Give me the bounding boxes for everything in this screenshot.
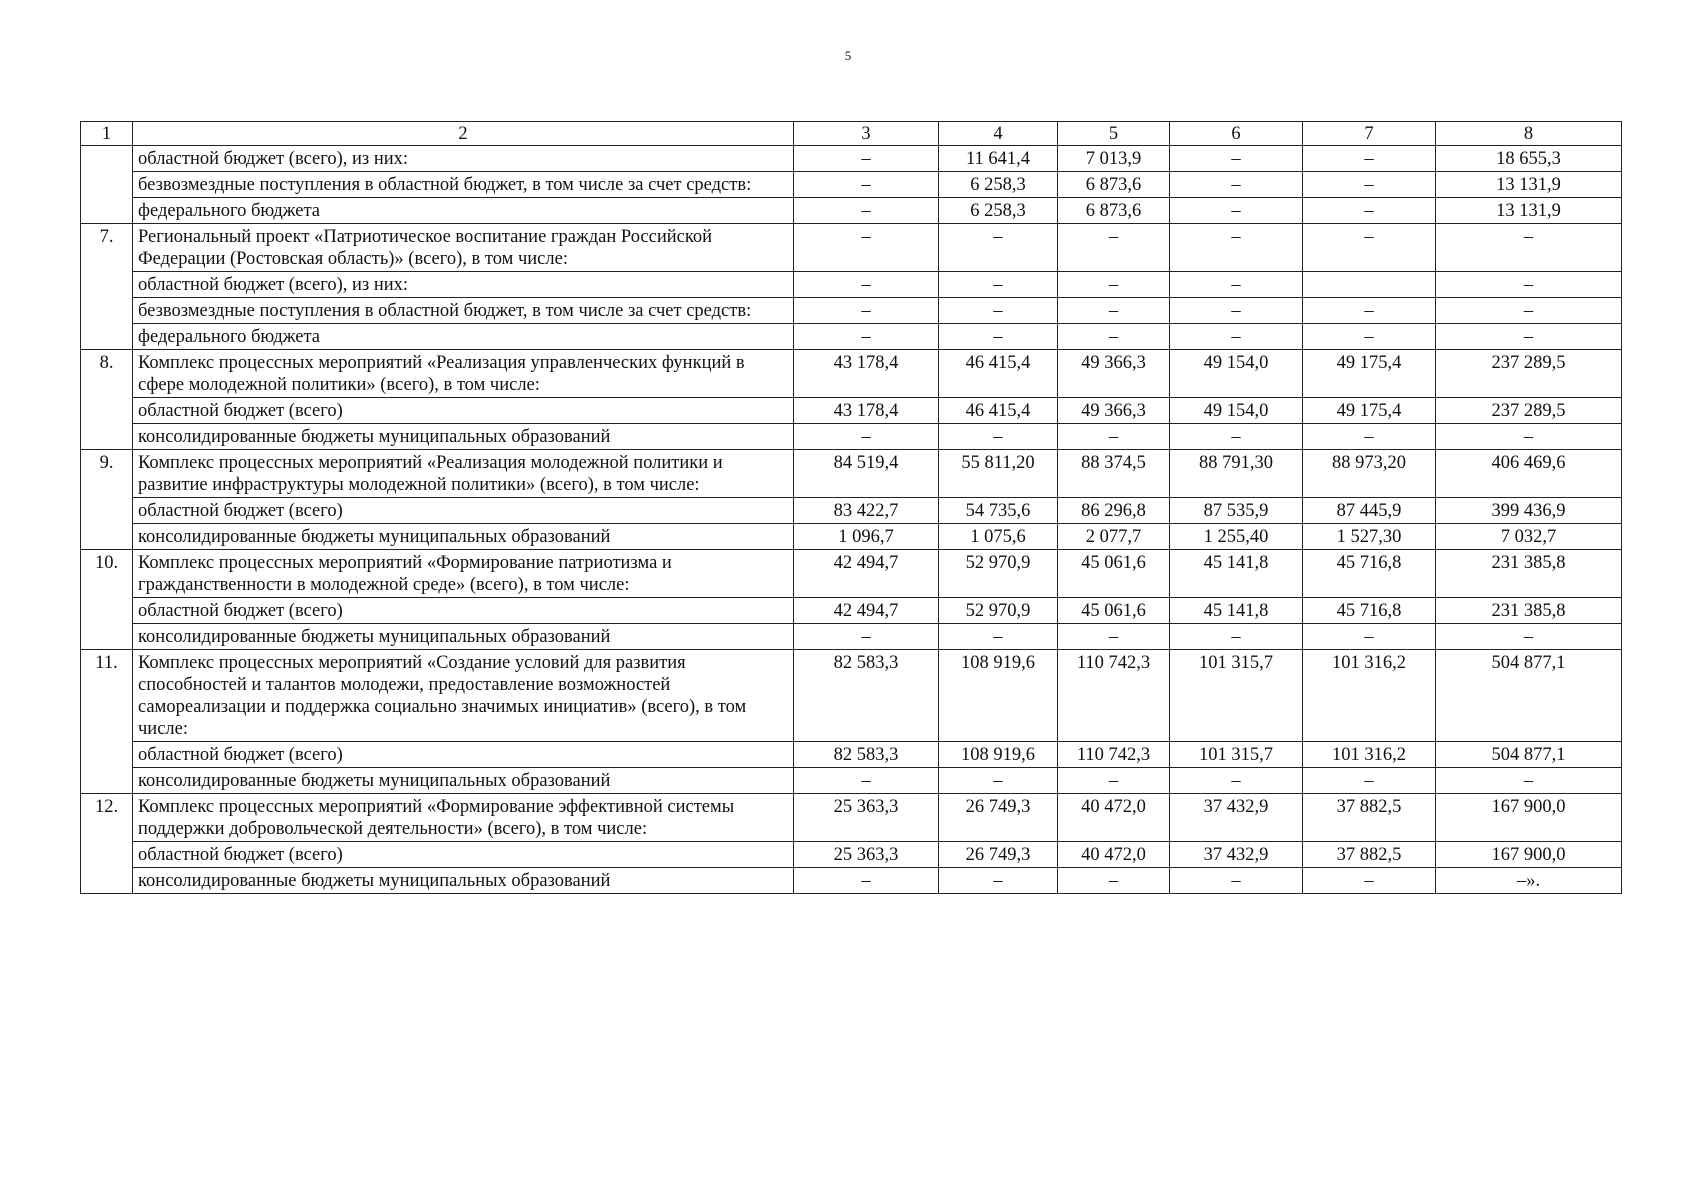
value-cell: – [1436,768,1622,794]
value-cell: 108 919,6 [939,742,1058,768]
value-cell: 54 735,6 [939,498,1058,524]
row-label: областной бюджет (всего) [133,842,794,868]
value-cell: – [1058,868,1170,894]
value-cell [1303,272,1436,298]
value-cell: 83 422,7 [794,498,939,524]
value-cell: – [794,198,939,224]
value-cell: 45 061,6 [1058,598,1170,624]
value-cell: – [1170,146,1303,172]
value-cell: 37 432,9 [1170,842,1303,868]
value-cell: – [1170,198,1303,224]
value-cell: 399 436,9 [1436,498,1622,524]
table-row [81,272,1622,298]
column-header: 3 [794,122,939,146]
value-cell: – [1058,324,1170,350]
value-cell: – [939,272,1058,298]
value-cell: 6 258,3 [939,198,1058,224]
row-index [81,146,133,224]
row-index: 11. [81,650,133,794]
value-cell: 45 141,8 [1170,550,1303,598]
row-label: Комплекс процессных мероприятий «Реализация молодежной политики и развитие инфраструктуры молодежной политики» (всего), в том числе: [133,450,794,498]
value-cell: 26 749,3 [939,794,1058,842]
value-cell: 101 316,2 [1303,742,1436,768]
value-cell: – [1303,198,1436,224]
value-cell: 52 970,9 [939,550,1058,598]
value-cell: 1 255,40 [1170,524,1303,550]
value-cell: 88 973,20 [1303,450,1436,498]
row-label: областной бюджет (всего) [133,598,794,624]
value-cell: – [1436,272,1622,298]
value-cell: 231 385,8 [1436,550,1622,598]
value-cell: – [1170,172,1303,198]
value-cell: 43 178,4 [794,398,939,424]
value-cell: – [1303,424,1436,450]
value-cell: – [794,324,939,350]
value-cell: 504 877,1 [1436,650,1622,742]
row-label: Комплекс процессных мероприятий «Формирование эффективной системы поддержки добровольческой деятельности» (всего), в том числе: [133,794,794,842]
value-cell: 42 494,7 [794,550,939,598]
row-index: 10. [81,550,133,650]
value-cell: 45 061,6 [1058,550,1170,598]
table-row [81,172,1622,198]
value-cell: – [1303,224,1436,272]
value-cell: 82 583,3 [794,742,939,768]
value-cell: – [939,298,1058,324]
value-cell: – [794,868,939,894]
value-cell: –». [1436,868,1622,894]
row-index: 12. [81,794,133,894]
value-cell: 13 131,9 [1436,198,1622,224]
value-cell: 86 296,8 [1058,498,1170,524]
value-cell: – [1058,768,1170,794]
value-cell: 45 716,8 [1303,598,1436,624]
value-cell: 40 472,0 [1058,794,1170,842]
value-cell: 37 432,9 [1170,794,1303,842]
value-cell: 87 445,9 [1303,498,1436,524]
value-cell: 406 469,6 [1436,450,1622,498]
value-cell: 1 075,6 [939,524,1058,550]
row-index: 9. [81,450,133,550]
value-cell: – [794,424,939,450]
value-cell: – [794,146,939,172]
value-cell: 42 494,7 [794,598,939,624]
row-label: Комплекс процессных мероприятий «Создание условий для развития способностей и талантов молодежи, предоставление возможностей самореализации и поддержка социально значимых инициатив» (всего), в том числе: [133,650,794,742]
table-row [81,842,1622,868]
value-cell: 6 873,6 [1058,198,1170,224]
value-cell: 237 289,5 [1436,350,1622,398]
table-row [81,650,1622,742]
column-header: 7 [1303,122,1436,146]
value-cell: 45 716,8 [1303,550,1436,598]
value-cell: 110 742,3 [1058,650,1170,742]
value-cell: – [1170,424,1303,450]
value-cell: 25 363,3 [794,794,939,842]
row-label: областной бюджет (всего), из них: [133,146,794,172]
table-row [81,424,1622,450]
value-cell: 49 154,0 [1170,350,1303,398]
value-cell: – [1436,624,1622,650]
value-cell: – [939,768,1058,794]
value-cell: 167 900,0 [1436,794,1622,842]
row-label: Комплекс процессных мероприятий «Формирование патриотизма и гражданственности в молодежной среде» (всего), в том числе: [133,550,794,598]
value-cell: 84 519,4 [794,450,939,498]
table-row [81,624,1622,650]
table-row [81,224,1622,272]
value-cell: 11 641,4 [939,146,1058,172]
row-label: безвозмездные поступления в областной бюджет, в том числе за счет средств: [133,298,794,324]
page-number: 5 [844,48,852,63]
value-cell: 6 258,3 [939,172,1058,198]
value-cell: – [1170,272,1303,298]
table-row [81,794,1622,842]
value-cell: 49 175,4 [1303,350,1436,398]
value-cell: – [1170,224,1303,272]
table-row [81,498,1622,524]
column-header: 2 [133,122,794,146]
value-cell: 7 032,7 [1436,524,1622,550]
table-row [81,146,1622,172]
value-cell: – [1303,324,1436,350]
budget-table [80,121,1622,894]
row-label: консолидированные бюджеты муниципальных образований [133,424,794,450]
value-cell: – [1436,298,1622,324]
table-row [81,450,1622,498]
value-cell: 26 749,3 [939,842,1058,868]
row-label: безвозмездные поступления в областной бюджет, в том числе за счет средств: [133,172,794,198]
value-cell: – [1170,298,1303,324]
value-cell: 6 873,6 [1058,172,1170,198]
value-cell: 1 096,7 [794,524,939,550]
column-number-row [81,122,1622,146]
row-label: областной бюджет (всего) [133,398,794,424]
row-label: консолидированные бюджеты муниципальных образований [133,868,794,894]
value-cell: 1 527,30 [1303,524,1436,550]
row-index: 7. [81,224,133,350]
value-cell: – [1058,624,1170,650]
value-cell: 49 366,3 [1058,350,1170,398]
row-label: федерального бюджета [133,324,794,350]
column-header: 6 [1170,122,1303,146]
value-cell: 13 131,9 [1436,172,1622,198]
value-cell: – [1303,146,1436,172]
value-cell: – [1303,768,1436,794]
value-cell: 49 154,0 [1170,398,1303,424]
value-cell: 45 141,8 [1170,598,1303,624]
column-header: 1 [81,122,133,146]
value-cell: 49 175,4 [1303,398,1436,424]
value-cell: 2 077,7 [1058,524,1170,550]
value-cell: – [939,424,1058,450]
value-cell: 43 178,4 [794,350,939,398]
value-cell: – [1170,324,1303,350]
value-cell: – [1058,272,1170,298]
value-cell: – [939,224,1058,272]
value-cell: – [1303,624,1436,650]
value-cell: – [1058,224,1170,272]
value-cell: 87 535,9 [1170,498,1303,524]
row-label: Региональный проект «Патриотическое воспитание граждан Российской Федерации (Ростовская область)» (всего), в том числе: [133,224,794,272]
table-row [81,350,1622,398]
table-row [81,550,1622,598]
value-cell: – [939,624,1058,650]
row-label: областной бюджет (всего) [133,498,794,524]
table-row [81,324,1622,350]
value-cell: – [1303,298,1436,324]
value-cell: 37 882,5 [1303,794,1436,842]
value-cell: – [1058,424,1170,450]
table-row [81,524,1622,550]
table-row [81,298,1622,324]
value-cell: 504 877,1 [1436,742,1622,768]
table-row [81,768,1622,794]
value-cell: 231 385,8 [1436,598,1622,624]
row-label: федерального бюджета [133,198,794,224]
value-cell: – [1303,172,1436,198]
row-label: консолидированные бюджеты муниципальных образований [133,624,794,650]
value-cell: 37 882,5 [1303,842,1436,868]
value-cell: – [1436,324,1622,350]
value-cell: 7 013,9 [1058,146,1170,172]
table-row [81,868,1622,894]
value-cell: 101 315,7 [1170,650,1303,742]
value-cell: 82 583,3 [794,650,939,742]
row-label: Комплекс процессных мероприятий «Реализация управленческих функций в сфере молодежной политики» (всего), в том числе: [133,350,794,398]
value-cell: 40 472,0 [1058,842,1170,868]
value-cell: – [1303,868,1436,894]
value-cell: – [1058,298,1170,324]
value-cell: – [939,324,1058,350]
row-index: 8. [81,350,133,450]
value-cell: – [1170,868,1303,894]
column-header: 4 [939,122,1058,146]
value-cell: – [794,624,939,650]
value-cell: 110 742,3 [1058,742,1170,768]
table-row [81,598,1622,624]
value-cell: 88 791,30 [1170,450,1303,498]
value-cell: 52 970,9 [939,598,1058,624]
table-row [81,742,1622,768]
column-header: 8 [1436,122,1622,146]
row-label: областной бюджет (всего), из них: [133,272,794,298]
value-cell: 108 919,6 [939,650,1058,742]
value-cell: 101 316,2 [1303,650,1436,742]
column-header: 5 [1058,122,1170,146]
value-cell: – [794,224,939,272]
value-cell: – [794,298,939,324]
value-cell: 237 289,5 [1436,398,1622,424]
value-cell: 167 900,0 [1436,842,1622,868]
value-cell: 46 415,4 [939,350,1058,398]
value-cell: – [794,768,939,794]
value-cell: 55 811,20 [939,450,1058,498]
value-cell: 101 315,7 [1170,742,1303,768]
value-cell: – [1170,624,1303,650]
value-cell: 18 655,3 [1436,146,1622,172]
value-cell: – [939,868,1058,894]
value-cell: 46 415,4 [939,398,1058,424]
table-row [81,398,1622,424]
value-cell: – [1436,224,1622,272]
row-label: областной бюджет (всего) [133,742,794,768]
table-row [81,198,1622,224]
row-label: консолидированные бюджеты муниципальных образований [133,524,794,550]
value-cell: 25 363,3 [794,842,939,868]
value-cell: – [1170,768,1303,794]
value-cell: – [794,172,939,198]
value-cell: 49 366,3 [1058,398,1170,424]
row-label: консолидированные бюджеты муниципальных образований [133,768,794,794]
value-cell: – [794,272,939,298]
value-cell: – [1436,424,1622,450]
value-cell: 88 374,5 [1058,450,1170,498]
